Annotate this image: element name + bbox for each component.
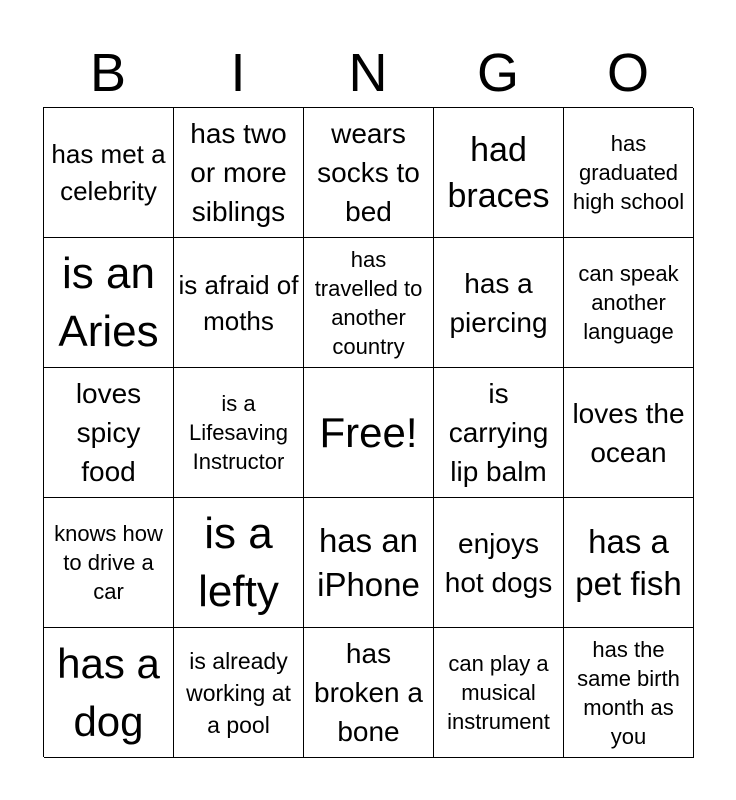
cell-text: can speak another language [578, 261, 679, 344]
bingo-cell[interactable] [174, 368, 304, 498]
cell-text: Free! [319, 408, 418, 456]
header-letter-i: I [230, 43, 246, 103]
bingo-cell[interactable] [304, 628, 434, 758]
bingo-cell[interactable] [174, 498, 304, 628]
cell-text: has a pet fish [575, 522, 682, 602]
cell-text: has travelled to another country [314, 246, 423, 359]
cell-text: has a dog [57, 639, 160, 745]
bingo-cell[interactable] [434, 368, 564, 498]
cell-text: is already working at a pool [186, 647, 291, 738]
cell-text: had braces [447, 130, 550, 215]
cell-text: has an iPhone [317, 521, 420, 603]
cell-text: is an Aries [58, 248, 159, 356]
cell-text: is a Lifesaving Instructor [188, 391, 289, 474]
bingo-cell[interactable] [564, 498, 694, 628]
cell-text: knows how to drive a car [54, 521, 163, 604]
cell-text: is a lefty [198, 508, 279, 616]
bingo-cell[interactable] [434, 238, 564, 368]
bingo-cell[interactable] [434, 498, 564, 628]
bingo-cell[interactable] [304, 238, 434, 368]
bingo-cell[interactable] [174, 238, 304, 368]
header-letter-n: N [348, 43, 388, 103]
header-letter-g: G [476, 43, 519, 103]
bingo-cell[interactable] [434, 628, 564, 758]
cell-text: has the same birth month as you [577, 636, 680, 749]
header-letter-o: O [606, 43, 649, 103]
bingo-card [43, 107, 693, 757]
free-space[interactable] [304, 368, 434, 498]
cell-text: has two or more siblings [190, 118, 287, 227]
bingo-cell[interactable] [564, 108, 694, 238]
cell-text: is carrying lip balm [448, 378, 549, 487]
header-letter-b: B [89, 43, 127, 103]
bingo-cell[interactable] [44, 238, 174, 368]
bingo-cell[interactable] [174, 108, 304, 238]
cell-text: has graduated high school [572, 131, 685, 214]
bingo-cell[interactable] [44, 498, 174, 628]
cell-text: is afraid of moths [178, 269, 299, 336]
bingo-cell[interactable] [44, 628, 174, 758]
cell-text: wears socks to bed [317, 118, 420, 227]
cell-text: loves the ocean [572, 397, 685, 468]
bingo-cell[interactable] [44, 368, 174, 498]
cell-text: has a piercing [449, 267, 548, 338]
bingo-cell[interactable] [564, 368, 694, 498]
bingo-cell[interactable] [304, 108, 434, 238]
cell-text: has met a celebrity [51, 138, 166, 206]
bingo-cell[interactable] [304, 498, 434, 628]
bingo-cell[interactable] [564, 628, 694, 758]
cell-text: can play a musical instrument [447, 651, 550, 734]
bingo-cell[interactable] [44, 108, 174, 238]
bingo-cell[interactable] [434, 108, 564, 238]
bingo-header [43, 38, 693, 108]
bingo-cell[interactable] [564, 238, 694, 368]
bingo-cell[interactable] [174, 628, 304, 758]
cell-text: has broken a bone [314, 638, 423, 747]
cell-text: enjoys hot dogs [444, 527, 553, 598]
cell-text: loves spicy food [75, 378, 142, 487]
